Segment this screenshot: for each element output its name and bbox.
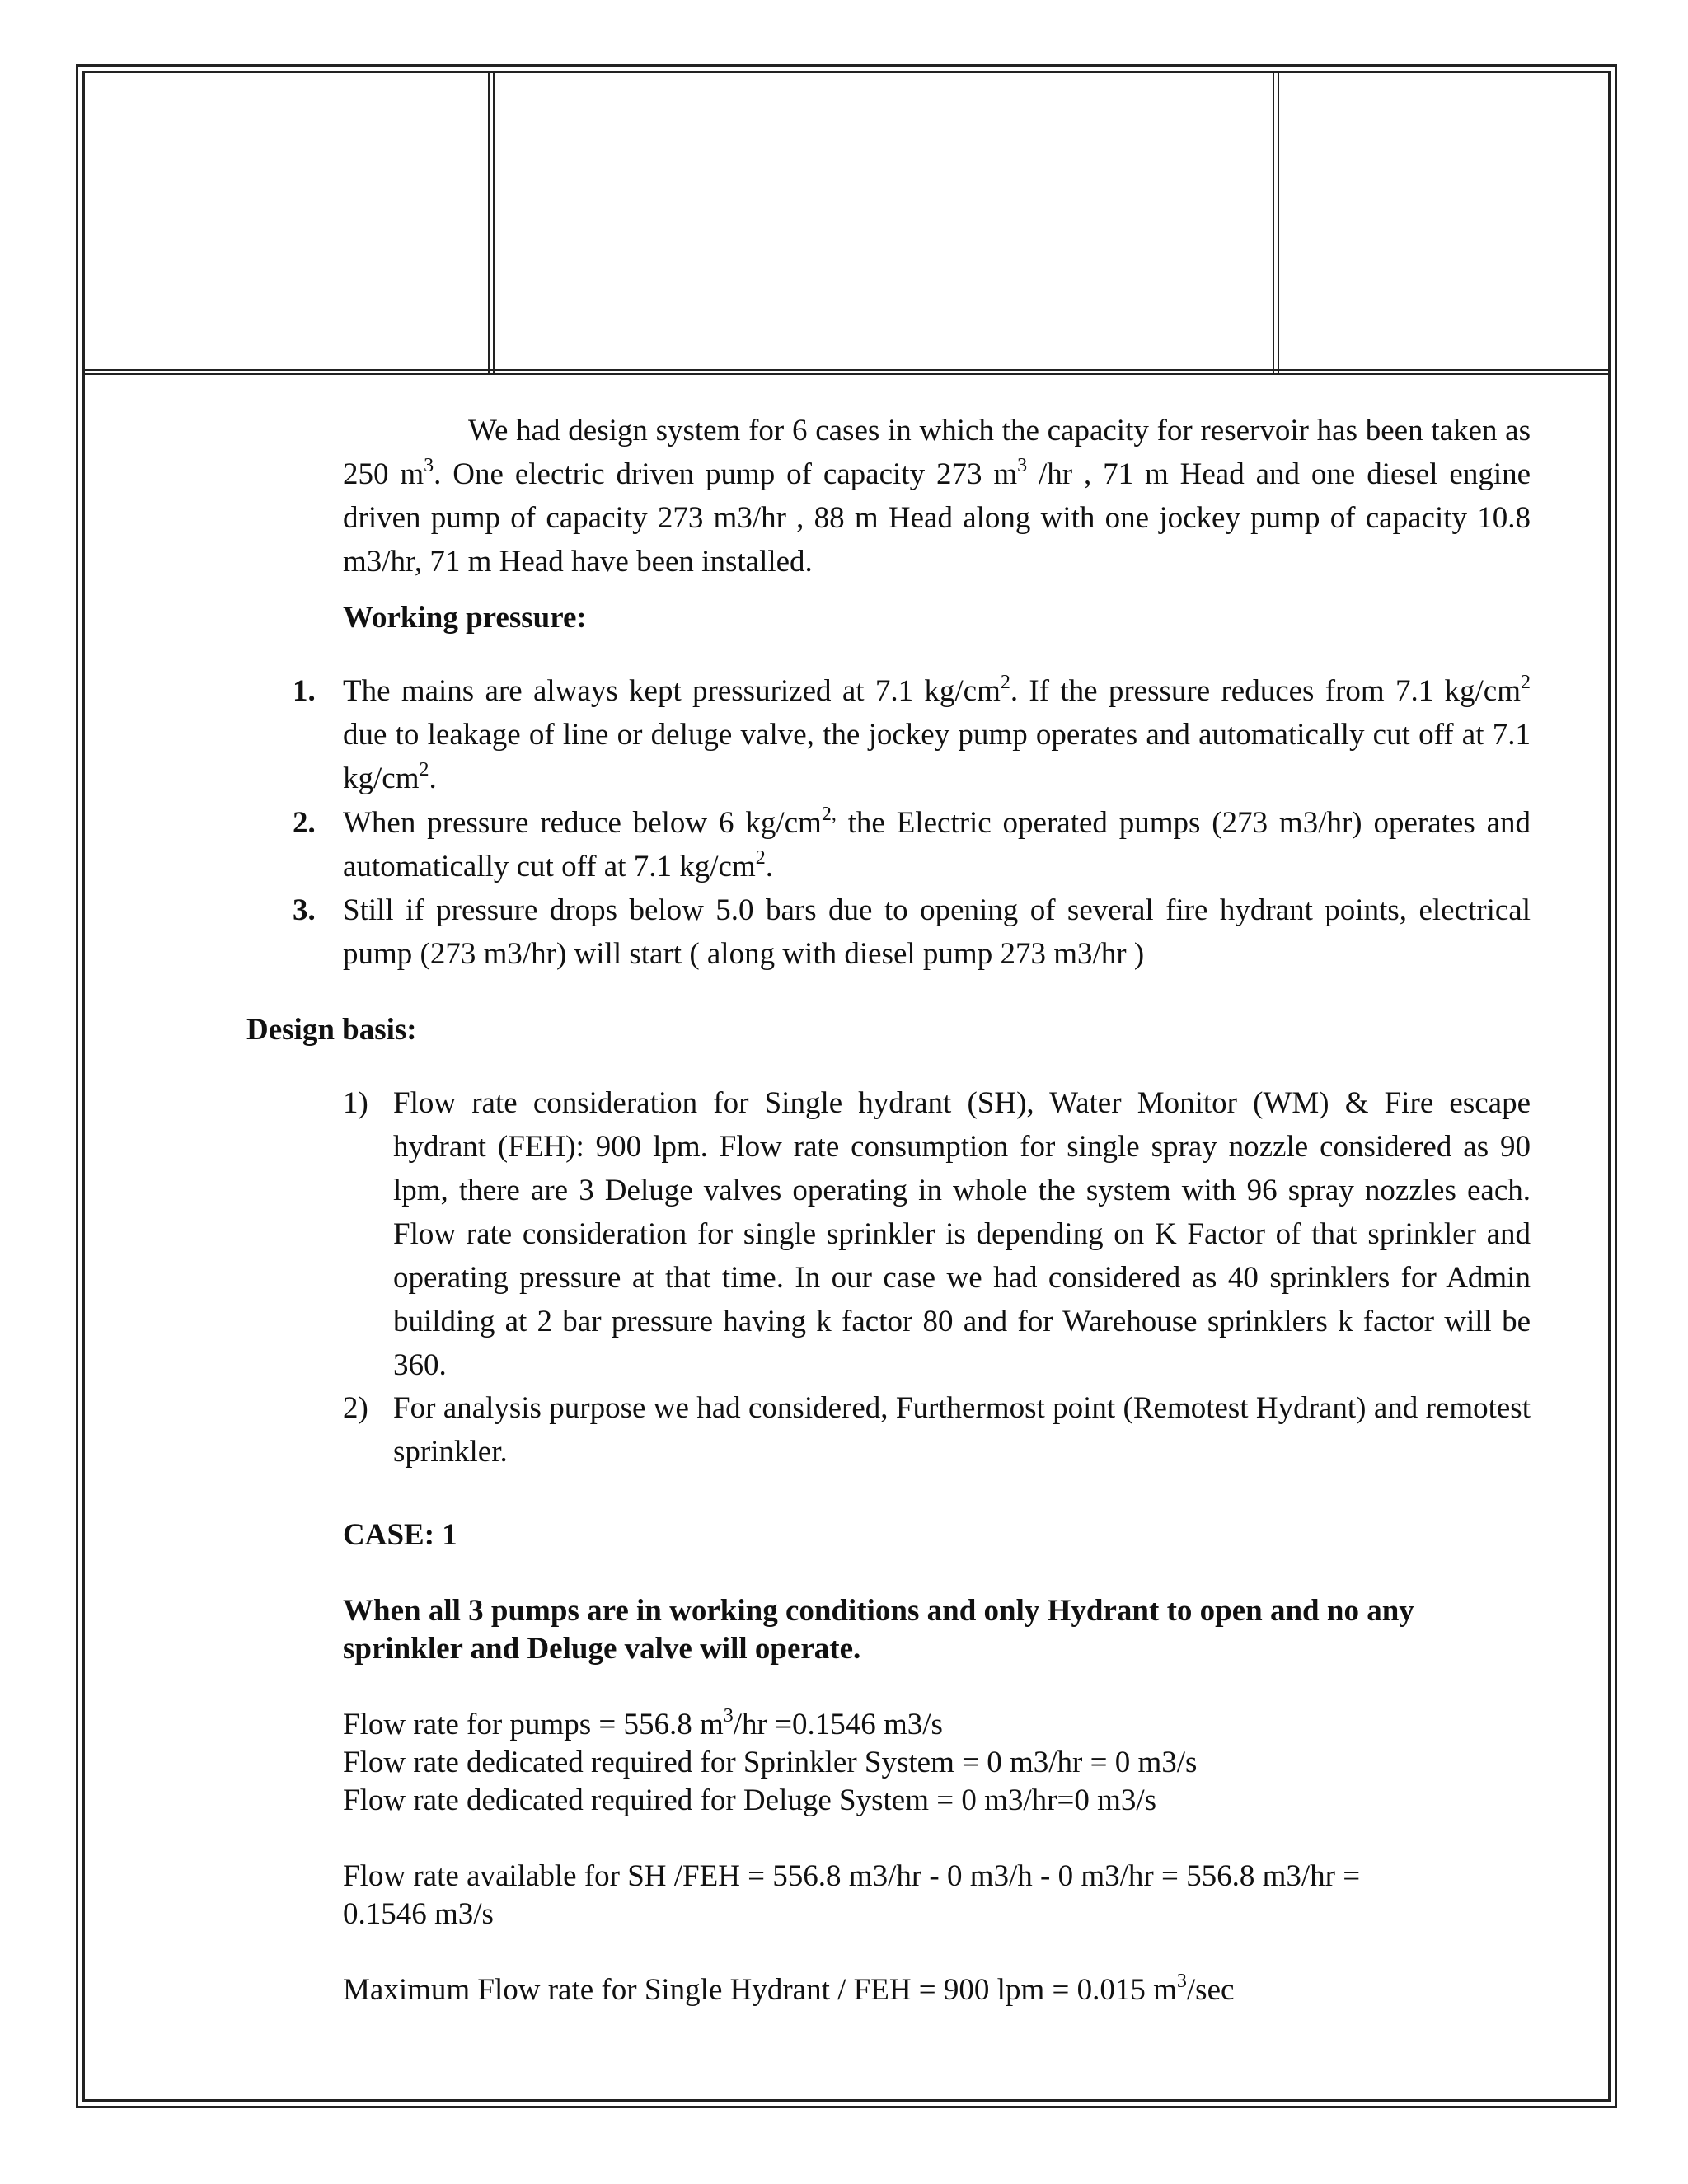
item-sup-b: 2 [1521,672,1531,693]
item-sup-b: 2 [755,847,766,869]
intro-text-3: /hr , 71 m Head and one diesel engine driven pump of capacity 273 m3/hr , 88 m Head along with one jockey pump of capacity 10.8 m3/hr, 71 m Head have been installed. [343,457,1531,579]
item-text-c: . [765,850,773,883]
item-text-a: When pressure reduce below 6 kg/cm [343,806,822,840]
flow-rate-available-line-1: Flow rate available for SH /FEH = 556.8 m3/hr - 0 m3/h - 0 m3/hr = 556.8 m3/hr = [343,1859,1361,1893]
item-text: Still if pressure drops below 5.0 bars due to opening of several fire hydrant points, electrical pump (273 m3/hr) will start ( along with diesel pump 273 m3/hr ) [343,893,1531,971]
item-text-a: The mains are always kept pressurized at 7.1 kg/cm [343,674,1001,708]
intro-text-1: We had design system for 6 cases in which the capacity for reservoir has been taken as 250 m [343,414,1531,491]
max-flow-sup: 3 [1176,1971,1187,1992]
flow-rate-available-line-2: 0.1546 m3/s [343,1897,494,1931]
flow-rate-sprinkler: Flow rate dedicated required for Sprinkler System = 0 m3/hr = 0 m3/s [343,1746,1198,1779]
working-pressure-heading: Working pressure: [343,601,587,635]
item-text-b: the Electric operated pumps (273 m3/hr) operates and automatically cut off at 7.1 kg/cm [343,806,1531,883]
max-flow-text-a: Maximum Flow rate for Single Hydrant / FEH = 900 lpm = 0.015 m [343,1973,1177,2007]
item-number: 1) [343,1086,368,1120]
max-flow-text-b: /sec [1186,1973,1235,2007]
intro-paragraph [343,409,1531,583]
flow-rate-pumps-text-b: /hr =0.1546 m3/s [733,1708,943,1741]
item-number: 2. [293,806,316,840]
item-text-d: . [429,762,437,795]
item-sup-a: 2, [821,804,837,825]
header-cell-border-left-b [493,73,495,373]
item-number: 1. [293,674,316,708]
header-divider-lower [85,373,1608,375]
flow-rate-pumps-sup: 3 [723,1705,734,1727]
item-sup-c: 2 [419,759,429,780]
intro-sup-2: 3 [1017,455,1028,476]
item-text [343,669,1531,800]
case-1-subheading-line-1: When all 3 pumps are in working conditions and only Hydrant to open and no any [343,1594,1414,1628]
case-1-subheading-line-2: sprinkler and Deluge valve will operate. [343,1632,861,1666]
item-text: Flow rate consideration for Single hydrant (SH), Water Monitor (WM) & Fire escape hydrant (FEH): 900 lpm. Flow rate consumption for single spray nozzle considered as 90 lpm, there are 3 Deluge valves operating in whole the system with 96 spray nozzles each. Flow rate consideration for single sprinkler is depending on K Factor of that sprinkler and operating pressure at that time. In our case we had considered as 40 sprinklers for Admin building at 2 bar pressure having k factor 80 and for Warehouse sprinklers k factor will be 360. [393,1086,1531,1382]
header-cell-border-right-b [1278,73,1279,373]
header-cell-border-left-a [488,73,490,373]
design-basis-heading: Design basis: [246,1013,417,1047]
item-number: 2) [343,1391,368,1425]
item-text: For analysis purpose we had considered, Furthermost point (Remotest Hydrant) and remotest sprinkler. [393,1391,1531,1469]
header-divider-upper [85,369,1608,371]
header-cell-border-right-a [1273,73,1274,373]
intro-text-2: . One electric driven pump of capacity 273 m [434,457,1018,491]
flow-rate-deluge: Flow rate dedicated required for Deluge System = 0 m3/hr=0 m3/s [343,1783,1157,1817]
item-number: 3. [293,893,316,927]
max-flow-rate-hydrant [343,1968,1234,2012]
item-text-b: . If the pressure reduces from 7.1 kg/cm [1010,674,1521,708]
intro-sup-1: 3 [424,455,434,476]
item-text [343,801,1531,888]
item-sup-a: 2 [1000,672,1010,693]
case-1-heading: CASE: 1 [343,1518,457,1552]
item-text-c: due to leakage of line or deluge valve, the jockey pump operates and automatically cut off at 7.1 kg/cm [343,718,1531,795]
flow-rate-pumps-text-a: Flow rate for pumps = 556.8 m [343,1708,724,1741]
